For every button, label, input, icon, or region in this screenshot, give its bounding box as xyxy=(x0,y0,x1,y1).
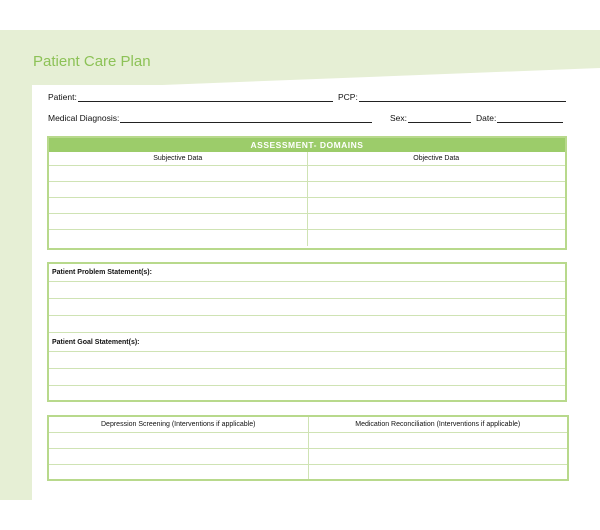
problem-statement-line[interactable] xyxy=(49,282,565,299)
depression-cell[interactable] xyxy=(49,449,308,464)
diagnosis-field[interactable] xyxy=(48,113,372,123)
table-row xyxy=(49,214,565,230)
diagnosis-input-line[interactable] xyxy=(120,113,372,123)
date-label: Date: xyxy=(476,113,497,123)
subjective-cell[interactable] xyxy=(49,198,307,213)
subjective-data-header: Subjective Data xyxy=(153,155,203,162)
pcp-field[interactable] xyxy=(338,92,566,102)
table-row xyxy=(49,182,565,198)
goal-statement-label: Patient Goal Statement(s): xyxy=(49,333,565,352)
problem-statement-label: Patient Problem Statement(s): xyxy=(49,264,565,282)
objective-cell[interactable] xyxy=(307,230,566,246)
objective-cell[interactable] xyxy=(307,198,566,213)
table-row xyxy=(49,198,565,214)
patient-label: Patient: xyxy=(48,92,77,102)
problem-statement-line[interactable] xyxy=(49,299,565,316)
objective-cell[interactable] xyxy=(307,214,566,229)
subjective-cell[interactable] xyxy=(49,166,307,181)
goal-statement-line[interactable] xyxy=(49,386,565,400)
assessment-column-headers xyxy=(49,152,565,166)
page-title: Patient Care Plan xyxy=(33,53,151,70)
medication-cell[interactable] xyxy=(308,449,568,464)
table-row xyxy=(49,465,567,479)
table-row xyxy=(49,449,567,465)
sex-field[interactable] xyxy=(390,113,471,123)
objective-cell[interactable] xyxy=(307,182,566,197)
date-field[interactable] xyxy=(476,113,563,123)
pcp-label: PCP: xyxy=(338,92,358,102)
subjective-cell[interactable] xyxy=(49,182,307,197)
medication-cell[interactable] xyxy=(308,465,568,479)
problem-statement-line[interactable] xyxy=(49,316,565,333)
subjective-cell[interactable] xyxy=(49,214,307,229)
medication-reconciliation-header: Medication Reconciliation (Interventions if applicable) xyxy=(308,417,568,432)
patient-field[interactable] xyxy=(48,92,333,102)
depression-screening-header: Depression Screening (Interventions if applicable) xyxy=(101,421,256,428)
statements-table xyxy=(47,262,567,402)
table-row xyxy=(49,433,567,449)
diagnosis-label: Medical Diagnosis: xyxy=(48,113,120,123)
sex-label: Sex: xyxy=(390,113,408,123)
screening-column-headers xyxy=(49,417,567,433)
table-row xyxy=(49,166,565,182)
subjective-cell[interactable] xyxy=(49,230,307,246)
sex-input-line[interactable] xyxy=(408,113,471,123)
date-input-line[interactable] xyxy=(497,113,563,123)
goal-statement-line[interactable] xyxy=(49,352,565,369)
depression-cell[interactable] xyxy=(49,465,308,479)
patient-input-line[interactable] xyxy=(78,92,333,102)
screening-table xyxy=(47,415,569,481)
objective-data-header: Objective Data xyxy=(307,152,566,165)
objective-cell[interactable] xyxy=(307,166,566,181)
depression-cell[interactable] xyxy=(49,433,308,448)
assessment-domains-table xyxy=(47,136,567,250)
pcp-input-line[interactable] xyxy=(359,92,566,102)
table-row xyxy=(49,230,565,246)
assessment-header: ASSESSMENT- DOMAINS xyxy=(49,138,565,152)
medication-cell[interactable] xyxy=(308,433,568,448)
goal-statement-line[interactable] xyxy=(49,369,565,386)
